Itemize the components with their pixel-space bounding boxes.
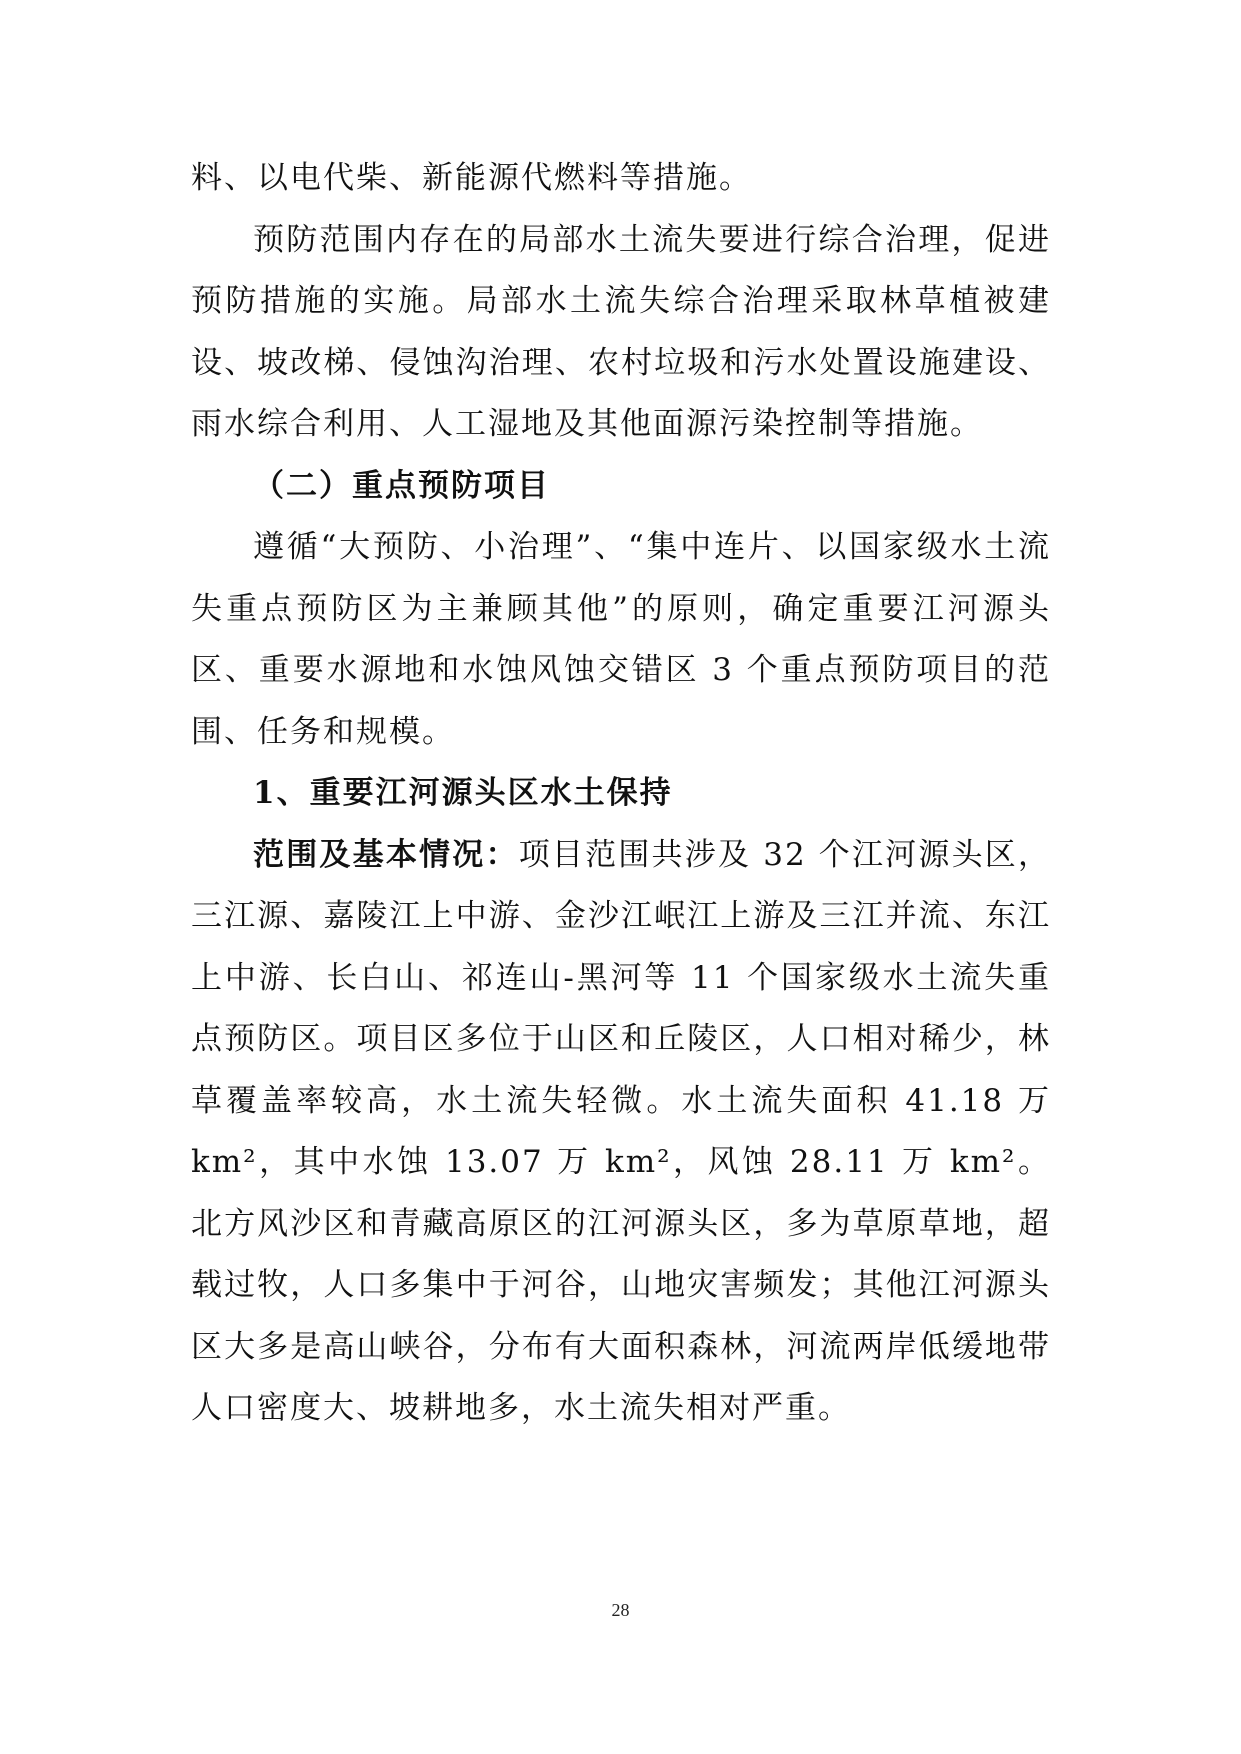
paragraph-continuation: 料、以电代柴、新能源代燃料等措施。 [191, 160, 752, 196]
paragraph-principles: 遵循“大预防、小治理”、“集中连片、以国家级水土流失重点预防区为主兼顾其他”的原则，确定重要江河源头区、重要水源地和水蚀风蚀交错区 3 个重点预防项目的范围、任务和规模。 [191, 529, 1051, 750]
section-heading-key-prevention: （二）重点预防项目 [253, 467, 550, 504]
paragraph-scope [191, 825, 1051, 1440]
subsection-heading-river-source: 1、重要江河源头区水土保持 [253, 775, 673, 811]
paragraph-lead-label: 范围及基本情况： [253, 836, 519, 873]
page-number: 28 [611, 1600, 630, 1620]
paragraph-scope-body: 项目范围共涉及 32 个江河源头区，三江源、嘉陵江上中游、金沙江岷江上游及三江并流、东江上中游、长白山、祁连山-黑河等 11 个国家级水土流失重点预防区。项目区多位于山区和丘陵区，人口相对稀少，林草覆盖率较高，水土流失轻微。水土流失面积 41.18 万 km²，其中水蚀 13.07 万 km²，风蚀 28.11 万 km²。北方风沙区和青藏高原区的江河源头区，多为草原草地，超载过牧，人口多集中于河谷，山地灾害频发；其他江河源头区大多是高山峡谷，分布有大面积森林，河流两岸低缓地带人口密度大、坡耕地多，水土流失相对严重。 [191, 836, 1051, 1426]
paragraph-comprehensive-treatment: 预防范围内存在的局部水土流失要进行综合治理，促进预防措施的实施。局部水土流失综合治理采取林草植被建设、坡改梯、侵蚀沟治理、农村垃圾和污水处置设施建设、雨水综合利用、人工湿地及其他面源污染控制等措施。 [191, 221, 1051, 442]
body-text [191, 148, 1051, 1440]
